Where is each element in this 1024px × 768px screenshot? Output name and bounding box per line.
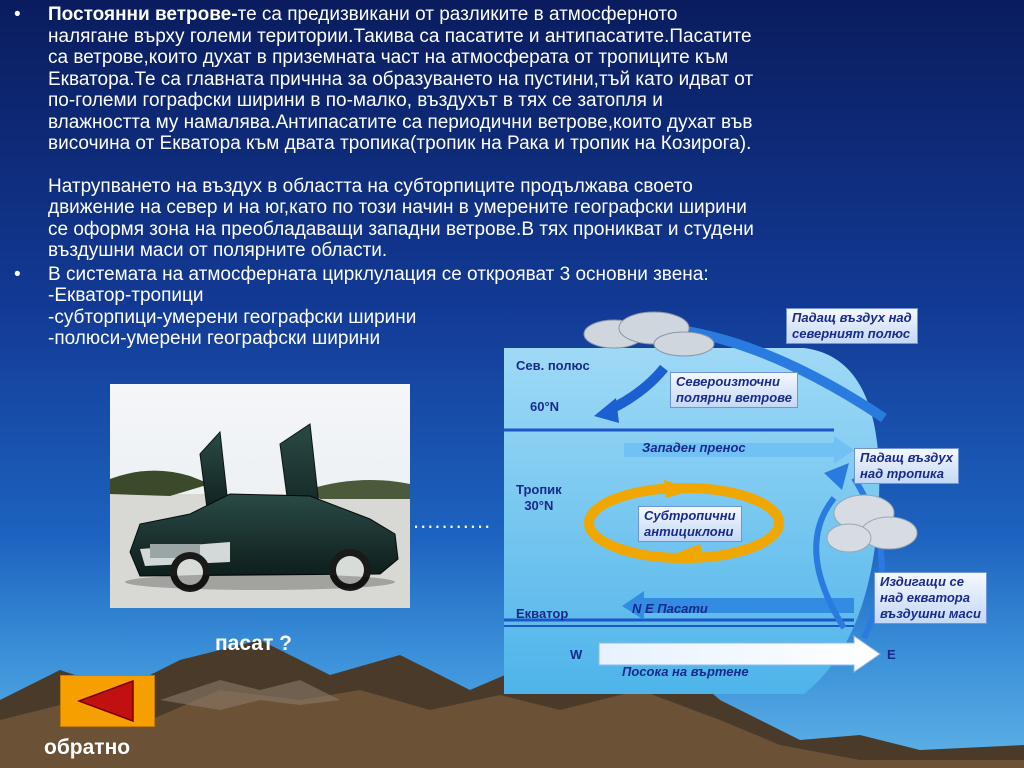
label-ne-polar: Североизточни полярни ветрове (670, 372, 798, 408)
label-falling-pole: Падащ въздух над северният полюс (786, 308, 918, 344)
para2-line-2: се оформя зона на преобладаващи западни ветрове.В тях проникват и студени (48, 218, 754, 240)
bullet-1-line-6: височина от Екватора към двата тропика(тропик на Рака и тропик на Козирога). (48, 133, 752, 154)
dotted-connector: ........... (413, 508, 492, 533)
label-subtropical: Субтропични антициклони (638, 506, 742, 542)
bullet-1-line-2: са ветрове,които духат в приземната част на атмосферата от тропиците към (48, 47, 729, 68)
left-triangle-icon (61, 676, 154, 726)
bullet-2-line-2: -субторпици-умерени географски ширини (48, 306, 417, 328)
zone-60n-label: 60°N (530, 399, 560, 414)
bullet-marker: • (14, 4, 21, 25)
bullet-marker: • (14, 263, 21, 285)
back-button[interactable] (60, 675, 155, 727)
back-label[interactable]: обратно (44, 736, 131, 759)
bullet-1-line-1: налягане върху големи територии.Такива са пасатите и антипасатите.Пасатите (48, 25, 752, 47)
label-falling-tropic: Падащ въздух над тропика (854, 448, 959, 484)
bullet-1-line-4: по-големи гографски ширини в по-малко, въздухът в тях се затопля и (48, 90, 663, 111)
label-rotation: Посока на въртене (622, 664, 749, 679)
zone-equator-label: Екватор (516, 606, 569, 621)
bullet-1-line-0: те са предизвикани от разликите в атмосферното (237, 4, 678, 25)
zone-pole-label: Сев. полюс (516, 358, 590, 373)
para2-line-3: въздушни маси от полярните области. (48, 240, 388, 261)
label-w: W (570, 647, 583, 662)
label-rising-equator: Издигащи се над екватора въздушни маси (874, 572, 987, 624)
label-ne-trades: N E Пасати (632, 601, 708, 616)
car-photo (110, 384, 410, 608)
label-e: E (887, 647, 896, 662)
para2-line-1: движение на север и на юг,като по този начин в умерените географски ширини (48, 197, 747, 218)
para2-line-0: Натрупването на въздух в областта на субторпиците продължава своето (48, 175, 693, 197)
circulation-diagram (504, 298, 1024, 698)
bullet-2-line-0: В системата на атмосферната цирклулация се открояват 3 основни звена: (48, 263, 709, 285)
zone-tropic-label: Тропик 30°N (516, 482, 562, 513)
bullet-1-bold: Постоянни ветрове- (48, 4, 238, 25)
bullet-2-line-1: -Екватор-тропици (48, 285, 204, 306)
bullet-1-paragraph-2 (48, 176, 919, 262)
bullet-2-line-3: -полюси-умерени географски ширини (48, 328, 381, 349)
bullet-1-line-5: влажността му намалява.Антипасатите са периодични ветрове,които духат във (48, 111, 753, 133)
question-text: пасат ? (215, 632, 292, 655)
bullet-1 (14, 4, 919, 262)
bullet-1-line-3: Екватора.Те са главната причнна за образуването на пустини,тъй като идват от (48, 68, 754, 90)
label-west-transfer: Западен пренос (642, 440, 746, 455)
